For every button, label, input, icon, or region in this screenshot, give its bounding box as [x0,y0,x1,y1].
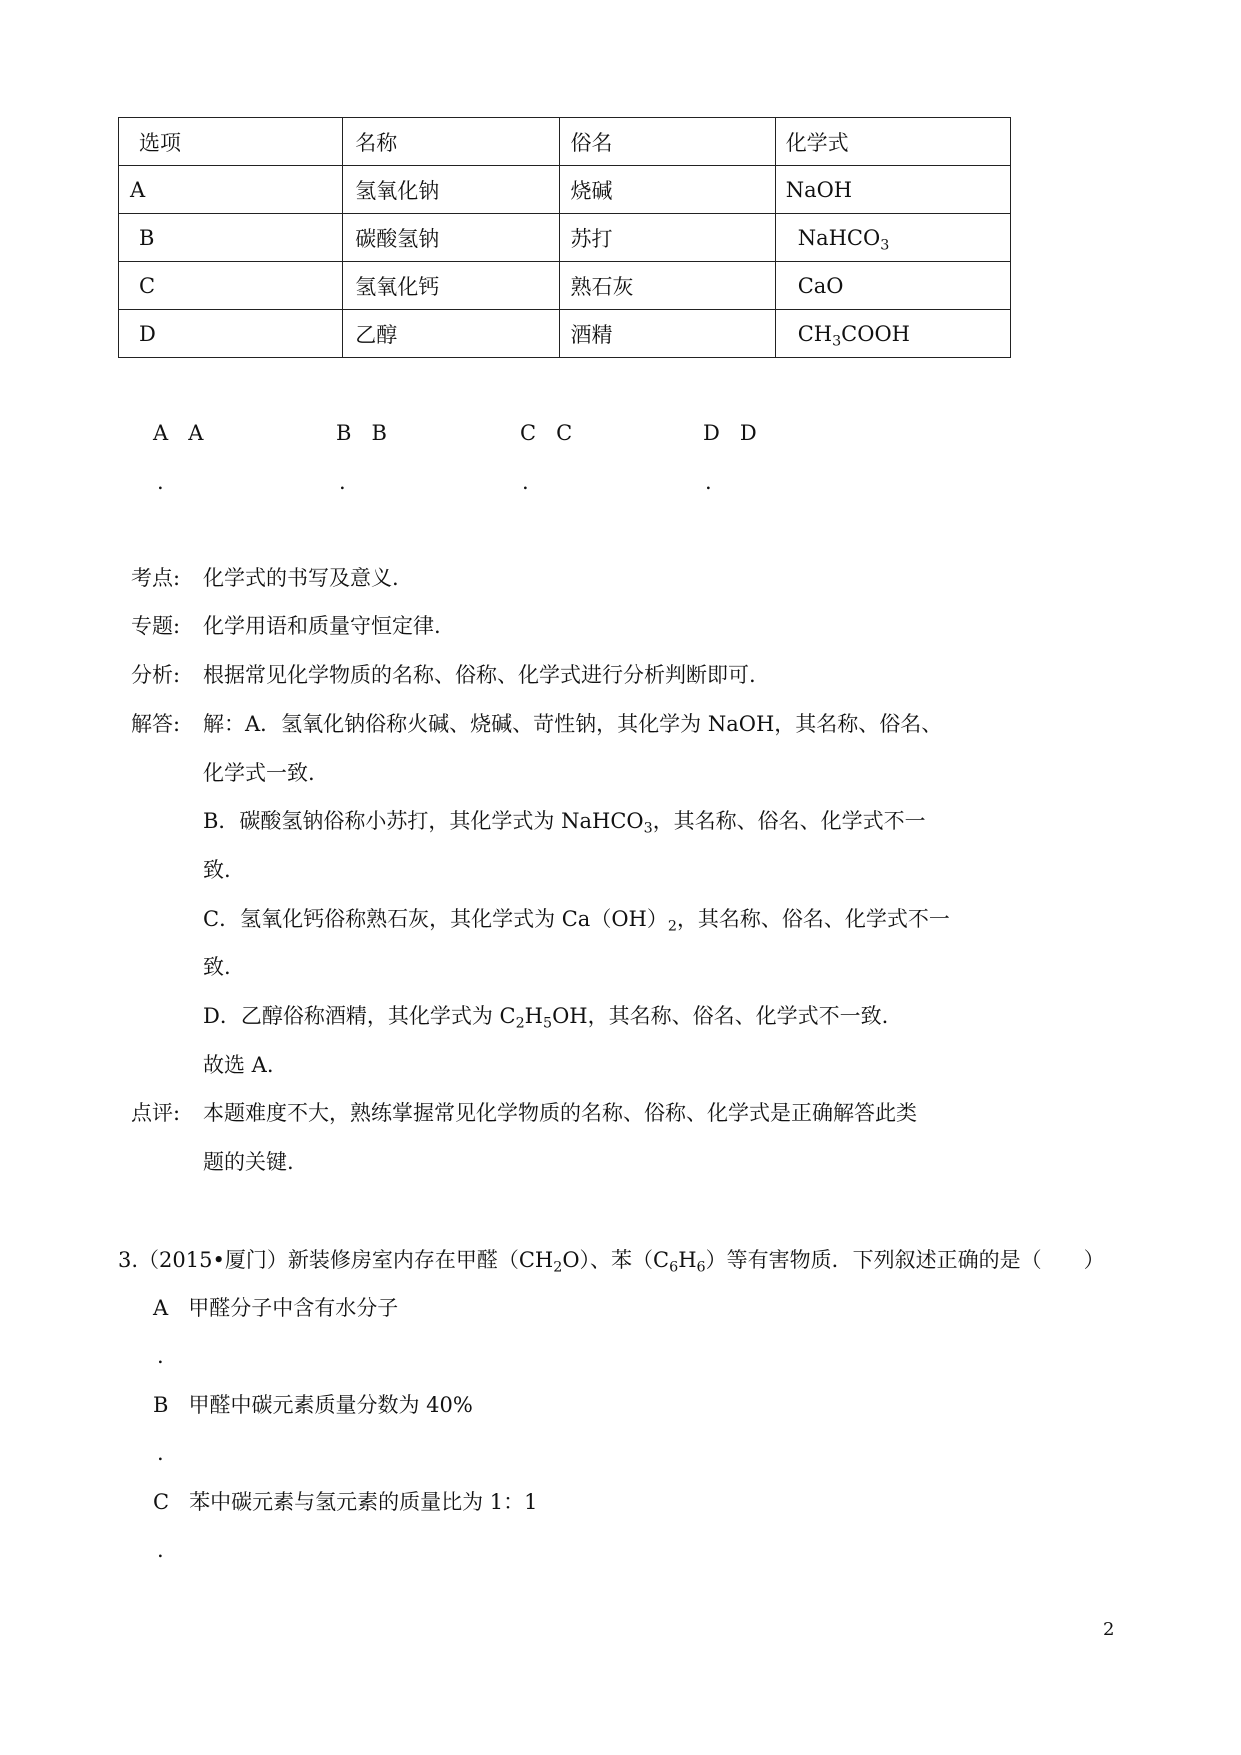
page-number: 2 [1103,1619,1115,1640]
choice-a[interactable] [153,423,203,444]
row-option: D [119,310,343,358]
subscript: 3 [643,820,653,837]
question-3-stem [118,1248,1105,1276]
row-common: 熟石灰 [560,262,775,310]
choice-text: B [371,421,387,445]
kaodian-text: 化学式的书写及意义. [203,566,399,590]
choice-b[interactable] [336,423,387,444]
header-common: 俗名 [560,118,775,166]
subscript: 6 [696,1259,706,1276]
row-name: 氢氧化钠 [343,166,560,214]
option-text: 甲醛中碳元素质量分数为 40% [188,1393,473,1417]
choice-text: A [188,421,204,445]
header-option: 选项 [119,118,343,166]
table-row [119,262,1011,310]
choice-letter: D [703,421,720,445]
choice-d[interactable] [703,423,757,444]
dianping-line: 题的关键. [203,1150,294,1174]
q3-option-b[interactable] [153,1395,473,1416]
row-name: 碳酸氢钠 [343,214,560,262]
formula-part: COOH [841,321,910,346]
chemical-table [118,117,1011,358]
row-formula: CaO [775,262,1010,310]
formula-part: CH [797,321,833,346]
choice-letter: B [336,421,352,445]
option-dot: . [157,1538,164,1562]
q3-option-a[interactable] [153,1298,398,1319]
jieda-line [203,809,926,837]
text-part: 3.（2015•厦门）新装修房室内存在甲醛（CH [118,1248,554,1272]
row-common: 酒精 [560,310,775,358]
jieda-line: 化学式一致. [203,761,315,785]
option-letter: B [153,1393,169,1417]
jieda-line: 致. [203,955,231,979]
row-option: C [119,262,343,310]
option-letter: A [153,1296,169,1320]
choice-text: C [556,421,573,445]
choice-text: D [739,421,757,445]
choice-dot: . [157,470,164,494]
table-header-row [119,118,1011,166]
option-text: 苯中碳元素与氢元素的质量比为 1：1 [189,1490,538,1514]
subscript: 6 [669,1259,679,1276]
row-name: 乙醇 [343,310,560,358]
subscript: 2 [553,1259,563,1276]
kaodian-label: 考点: [131,566,181,590]
jieda-label: 解答: [131,712,181,736]
text-part: B．碳酸氢钠俗称小苏打，其化学式为 NaHCO [203,809,644,833]
jieda-line: 故选 A. [203,1053,274,1077]
row-formula [775,310,1010,358]
choice-dot: . [705,470,712,494]
option-letter: C [153,1490,170,1514]
zhuanti-label: 专题: [131,614,181,638]
row-name: 氢氧化钙 [343,262,560,310]
option-dot: . [157,1344,164,1368]
row-formula: NaOH [775,166,1010,214]
formula-base: NaHCO [797,225,881,250]
table-row [119,214,1011,262]
jieda-line [203,1004,889,1032]
choice-dot: . [339,470,346,494]
text-part: OH，其名称、俗名、化学式不一致. [552,1004,889,1028]
row-option: B [119,214,343,262]
fenxi-text: 根据常见化学物质的名称、俗称、化学式进行分析判断即可. [203,663,756,687]
text-part: ）等有害物质．下列叙述正确的是（ ） [705,1248,1105,1272]
text-part: O）、苯（C [562,1248,670,1272]
text-part: H [524,1004,543,1028]
dianping-label: 点评: [131,1101,181,1125]
option-text: 甲醛分子中含有水分子 [188,1296,399,1320]
row-common: 烧碱 [560,166,775,214]
table-row [119,310,1011,358]
zhuanti-text: 化学用语和质量守恒定律. [203,614,441,638]
choice-letter: C [520,421,537,445]
row-formula [775,214,1010,262]
choice-letter: A [153,421,169,445]
subscript: 2 [515,1015,525,1032]
header-formula: 化学式 [775,118,1010,166]
text-part: ，其名称、俗名、化学式不一 [652,809,926,833]
header-name: 名称 [343,118,560,166]
jieda-line [203,907,950,935]
text-part: D．乙醇俗称酒精，其化学式为 C [203,1004,516,1028]
row-option: A [119,166,343,214]
dianping-line: 本题难度不大，熟练掌握常见化学物质的名称、俗称、化学式是正确解答此类 [203,1101,917,1125]
choice-c[interactable] [520,423,572,444]
text-part: C．氢氧化钙俗称熟石灰，其化学式为 Ca（OH） [203,907,668,931]
fenxi-label: 分析: [131,663,181,687]
table-row [119,166,1011,214]
subscript: 5 [543,1015,553,1032]
q3-option-c[interactable] [153,1492,538,1513]
subscript: 2 [667,918,677,935]
option-dot: . [157,1441,164,1465]
text-part: H [678,1248,697,1272]
text-part: ，其名称、俗名、化学式不一 [676,907,950,931]
formula-subscript: 3 [880,236,890,253]
jieda-line: 致. [203,858,231,882]
jieda-line: 解：A．氢氧化钠俗称火碱、烧碱、苛性钠，其化学为 NaOH，其名称、俗名、 [203,712,943,736]
choice-dot: . [522,470,529,494]
formula-subscript: 3 [832,332,842,349]
row-common: 苏打 [560,214,775,262]
